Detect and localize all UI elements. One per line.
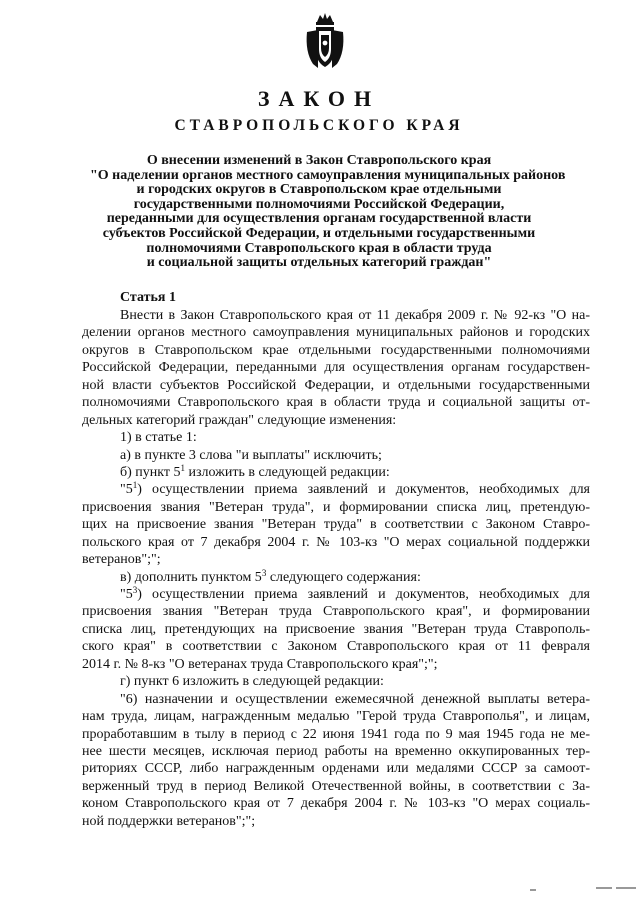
text-line-main: коном Ставропольского края от 7 декабря 2004 г. № 103-кз "О мерах социаль- — [82, 796, 590, 812]
text-line — [82, 551, 590, 568]
text-line — [82, 394, 590, 411]
superscript: 1 — [132, 480, 138, 491]
text-line — [82, 447, 590, 464]
heading-line: "О наделении органов местного самоуправления муниципальных районов — [90, 167, 566, 183]
text-line-main: 2014 г. № 8-кз "О ветеранах труда Ставропольского края";"; — [82, 656, 438, 672]
text-line — [82, 499, 590, 516]
heading-line: субъектов Российской Федерации, и отдельными государственными — [102, 225, 536, 241]
text-line — [82, 377, 590, 394]
text-line-main: дельных категорий граждан" следующие изменения: — [82, 412, 397, 428]
text-line — [82, 691, 590, 708]
text-line-main: в) дополнить пунктом 5 — [120, 569, 262, 585]
text-line-main: щих на присвоение звания "Ветеран труда" в соответствии с Законом Ставро- — [82, 517, 590, 533]
text-line — [82, 621, 590, 638]
region-title: СТАВРОПОЛЬСКОГО КРАЯ — [174, 117, 464, 134]
text-line — [82, 813, 590, 830]
text-line-tail: изложить в следующей редакции: — [185, 464, 390, 480]
text-line-main: "6) назначении и осуществлении ежемесячной денежной выплаты ветера- — [120, 691, 590, 707]
heading-line: переданными для осуществления органам государственной власти — [106, 211, 532, 227]
text-line — [82, 464, 590, 481]
text-line-main: ной поддержки ветеранов";"; — [82, 813, 256, 829]
text-line-main: "5 — [120, 482, 133, 498]
text-line — [82, 429, 590, 446]
superscript: 3 — [132, 585, 138, 595]
text-line-main: 1) в статье 1: — [120, 430, 197, 446]
text-line — [82, 673, 590, 690]
text-line — [82, 342, 590, 359]
text-line — [82, 481, 590, 498]
heading-line: О внесении изменений в Закон Ставропольского края — [146, 153, 492, 168]
text-line-main: делении органов местного самоуправления муниципальных районов и городских — [82, 325, 590, 341]
text-line-main: риториях СССР, либо награжденным орденами или медалями СССР за самоот- — [82, 761, 590, 777]
text-line-main: г) пункт 6 изложить в следующей редакции: — [120, 674, 384, 690]
text-line-main: верженный труд в период Великой Отечественной войны, в соответствии с За- — [82, 778, 590, 794]
text-line — [82, 516, 590, 533]
text-line — [82, 359, 590, 376]
text-line-main: проработавшим в тылу в период с 22 июня 1941 года по 9 мая 1945 года не ме- — [82, 726, 590, 742]
text-line-tail: ) осуществлении приема заявлений и документов, необходимых для — [137, 482, 590, 498]
text-line — [82, 726, 590, 743]
text-line — [82, 743, 590, 760]
text-line — [82, 603, 590, 620]
text-line — [82, 534, 590, 551]
text-line — [82, 638, 590, 655]
text-line-tail: ) осуществлении приема заявлений и документов, необходимых для — [137, 587, 590, 602]
law-title: ЗАКОН — [257, 86, 381, 111]
superscript: 3 — [261, 567, 267, 578]
text-line — [82, 569, 590, 586]
heading-line: полномочиями Ставропольского края в области труда — [146, 240, 492, 256]
text-line-main: Внести в Закон Ставропольского края от 11 декабря 2009 г. № 92-кз "О на- — [120, 308, 590, 323]
text-line-main: а) в пункте 3 слова "и выплаты" исключить; — [120, 447, 382, 463]
text-line — [82, 760, 590, 777]
heading-line: и городских округов в Ставропольском крае отдельными — [136, 182, 502, 198]
text-line-main: б) пункт 5 — [120, 464, 181, 480]
text-line-main: округов в Ставропольском крае отдельными государственными полномочиями — [82, 342, 590, 358]
text-line-main: полномочиями Ставропольского края в области труда и социальной защиты от- — [82, 395, 590, 411]
article-title: Статья 1 — [120, 290, 176, 305]
heading-line: и социальной защиты отдельных категорий граждан" — [146, 255, 492, 271]
scan-marks — [520, 880, 638, 900]
text-line — [82, 656, 590, 673]
heading-line: государственными полномочиями Российской Федерации, — [133, 196, 505, 212]
law-heading — [90, 153, 566, 271]
text-line-main: ной власти субъектов Российской Федерации, и отдельными государственными — [82, 377, 590, 393]
text-line-main: ветеранов";"; — [82, 552, 161, 568]
text-line-main: присвоения звания "Ветеран труда", и формировании списка лиц, претендую- — [82, 499, 590, 515]
text-line — [82, 778, 590, 795]
text-line — [82, 708, 590, 725]
text-line-main: ского края" в соответствии с Законом Ставропольского края от 11 февраля — [82, 639, 590, 655]
text-line — [82, 586, 590, 603]
text-line — [82, 307, 590, 324]
text-line — [82, 324, 590, 341]
text-line-main: "5 — [120, 587, 133, 602]
text-line — [82, 412, 590, 429]
text-line-main: нам труда, лицам, награжденным медалью "Герой труда Ставрополья", и лицам, — [82, 709, 590, 725]
text-line — [82, 795, 590, 812]
text-line-tail: следующего содержания: — [266, 569, 421, 585]
text-line-main: нее шести месяцев, исключая период работы на временно оккупированных тер- — [82, 743, 590, 759]
text-line-main: списка лиц, претендующих на присвоение звания "Ветеран труда Ставрополь- — [82, 621, 590, 637]
text-line-main: Российской Федерации, переданными для осуществления органам государствен- — [82, 360, 590, 376]
text-line-main: польского края от 7 декабря 2004 г. № 103-кз "О мерах социальной поддержки — [82, 534, 590, 550]
coat-of-arms-icon — [303, 12, 347, 70]
text-line-main: присвоения звания "Ветеран труда Ставропольского края", и формировании — [82, 604, 590, 620]
article-body — [82, 307, 590, 830]
superscript: 1 — [180, 462, 186, 473]
